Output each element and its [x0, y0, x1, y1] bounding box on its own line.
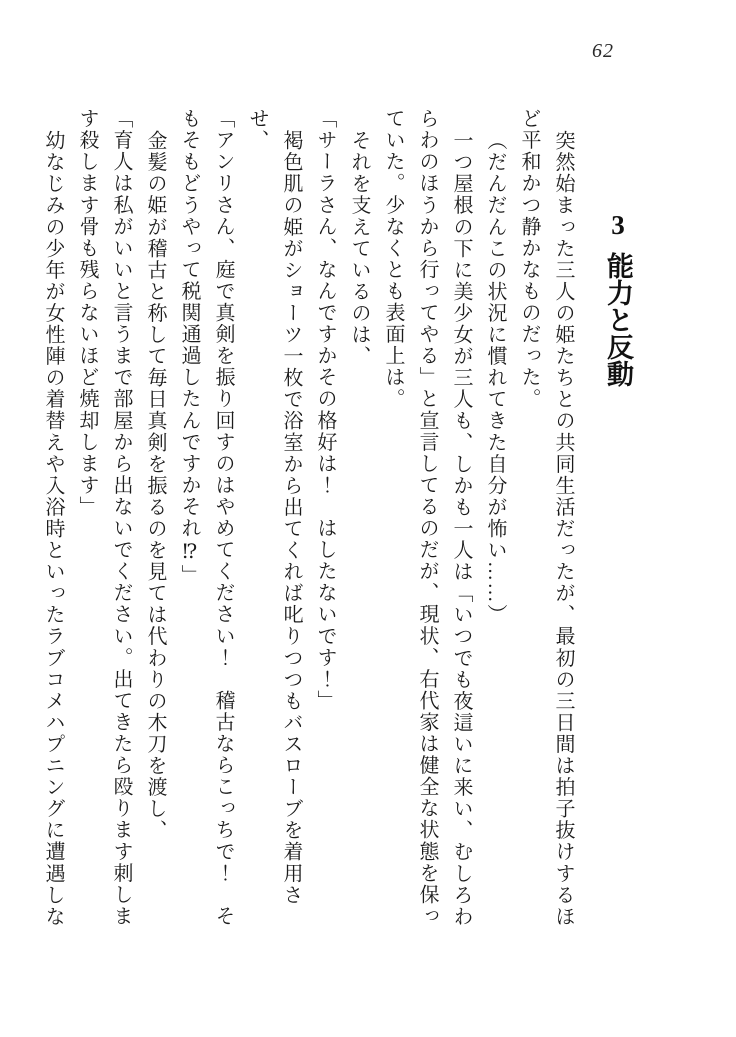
- paragraph: 「サーラさん、なんですかその格好は！ はしたないです！」: [314, 108, 336, 712]
- chapter-title: 能力と反動: [603, 252, 633, 387]
- paragraph: 一つ屋根の下に美少女が三人も、しかも一人は「いつでも夜這いに来い、むしろわらわのほうから行ってやる」と宣言してるのだが、現状、右代家は健全な状態を保っていた。少なくとも表面上は。: [382, 108, 472, 928]
- chapter-number: 3: [603, 210, 633, 240]
- paragraph: 突然始まった三人の姫たちとの共同生活だったが、最初の三日間は拍子抜けするほど平和かつ静かなものだった。: [518, 108, 574, 928]
- body-text: [36, 108, 580, 932]
- paragraph: それを支えているのは、: [348, 130, 370, 368]
- paragraph: （だんだんこの状況に慣れてきた自分が怖い……）: [484, 130, 506, 626]
- paragraph: 金髪の姫が稽古と称して毎日真剣を振るのを見ては代わりの木刀を渡し、: [144, 130, 166, 842]
- vertical-text-area: [36, 108, 650, 932]
- paragraph: 褐色肌の姫がショーツ一枚で浴室から出てくれば叱りつつもバスローブを着用させ、: [246, 108, 302, 906]
- page-number: 62: [592, 40, 614, 62]
- paragraph: 「アンリさん、庭で真剣を振り回すのはやめてください！ 稽古ならこっちで！ そもそもどうやって税関通過したんですかそれ⁉」: [178, 108, 234, 927]
- paragraph: 「育人は私がいいと言うまで部屋から出ないでください。出てきたら殴ります刺します殺します骨も残らないほど焼却します」: [76, 108, 132, 927]
- chapter-heading: [594, 108, 642, 932]
- paragraph: 幼なじみの少年が女性陣の着替えや入浴時といったラブコメハプニングに遭遇しな: [42, 130, 64, 928]
